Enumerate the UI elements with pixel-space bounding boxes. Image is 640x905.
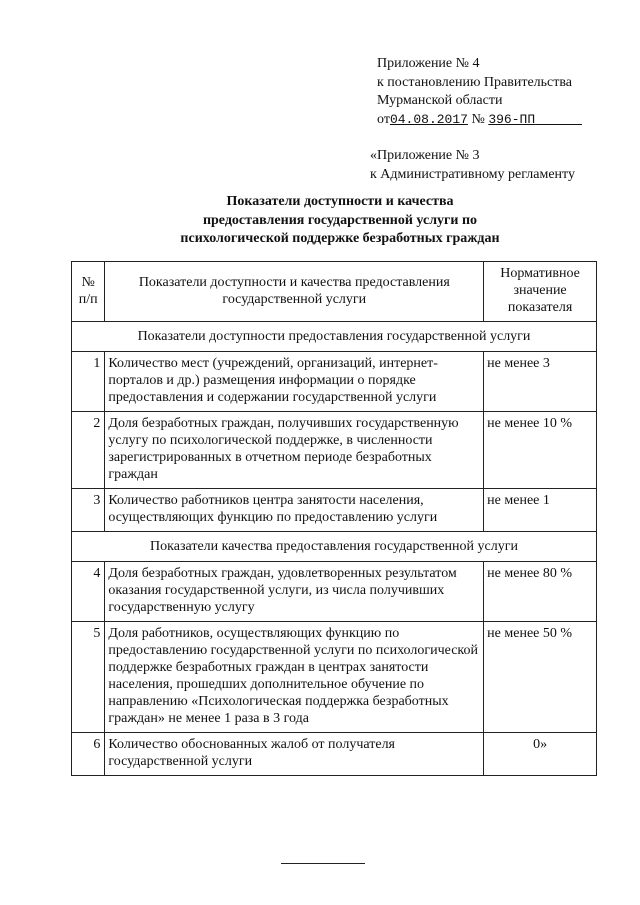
number-underline-tail <box>535 112 582 127</box>
row-value: не менее 10 % <box>484 412 597 489</box>
table-row <box>72 562 597 622</box>
row-number: 3 <box>72 489 105 532</box>
row-indicator: Доля безработных граждан, получивших государственную услугу по психологической поддержке, в численности зарегистрированных в отчетном периоде безработных граждан <box>105 412 484 489</box>
appendix-line-3: Мурманской области <box>377 93 503 108</box>
header-number: № п/п <box>72 262 105 322</box>
row-number: 6 <box>72 733 105 776</box>
title-line-1: Показатели доступности и качества <box>226 194 454 209</box>
row-indicator: Количество мест (учреждений, организаций, интернет-порталов и др.) размещения информации о порядке предоставления и содержании государственной услуги <box>105 352 484 412</box>
appendix-reference-block <box>370 147 575 184</box>
row-value: 0» <box>484 733 597 776</box>
row-number: 5 <box>72 622 105 733</box>
row-indicator: Доля безработных граждан, удовлетворенных результатом оказания государственной услуги, из числа получивших государственную услугу <box>105 562 484 622</box>
title-line-3: психологической поддержке безработных граждан <box>180 231 500 246</box>
section-title: Показатели доступности предоставления государственной услуги <box>72 322 597 352</box>
row-indicator: Количество работников центра занятости населения, осуществляющих функцию по предоставлению услуги <box>105 489 484 532</box>
section-header-row <box>72 532 597 562</box>
row-number: 1 <box>72 352 105 412</box>
row-number: 2 <box>72 412 105 489</box>
section-header-row <box>72 322 597 352</box>
document-title <box>60 193 620 249</box>
table-row <box>72 412 597 489</box>
document-date: 04.08.2017 <box>389 111 468 127</box>
table-row <box>72 622 597 733</box>
row-value: не менее 80 % <box>484 562 597 622</box>
document-number: 396-ПП <box>488 111 536 127</box>
appendix-line-1: Приложение № 4 <box>377 56 480 71</box>
row-value: не менее 3 <box>484 352 597 412</box>
table-header-row <box>72 262 597 322</box>
header-value: Нормативное значение показателя <box>484 262 597 322</box>
table-row <box>72 733 597 776</box>
table-row <box>72 352 597 412</box>
header-indicator: Показатели доступности и качества предоставления государственной услуги <box>105 262 484 322</box>
appendix-block <box>377 55 582 129</box>
number-prefix: № <box>471 111 485 127</box>
appendix-line-2: к постановлению Правительства <box>377 74 573 90</box>
row-value: не менее 50 % <box>484 622 597 733</box>
indicators-table-body <box>72 262 597 776</box>
row-number: 4 <box>72 562 105 622</box>
appendix-reference-line-1: «Приложение № 3 <box>370 148 480 163</box>
title-line-2: предоставления государственной услуги по <box>202 212 478 228</box>
row-indicator: Количество обоснованных жалоб от получателя государственной услуги <box>105 733 484 776</box>
appendix-date-line <box>377 111 582 130</box>
date-prefix: от <box>377 111 390 127</box>
appendix-reference-line-2: к Административному регламенту <box>370 166 575 182</box>
row-indicator: Доля работников, осуществляющих функцию по предоставлению государственной услуги по психологической поддержке безработных граждан в центрах занятости населения, прошедших дополнительное обучение по направлению «Психологическая поддержка безработных граждан» не менее 1 раза в 3 года <box>105 622 484 733</box>
closing-line <box>281 863 365 864</box>
table-row <box>72 489 597 532</box>
section-title: Показатели качества предоставления государственной услуги <box>72 532 597 562</box>
indicators-table <box>71 261 597 776</box>
row-value: не менее 1 <box>484 489 597 532</box>
